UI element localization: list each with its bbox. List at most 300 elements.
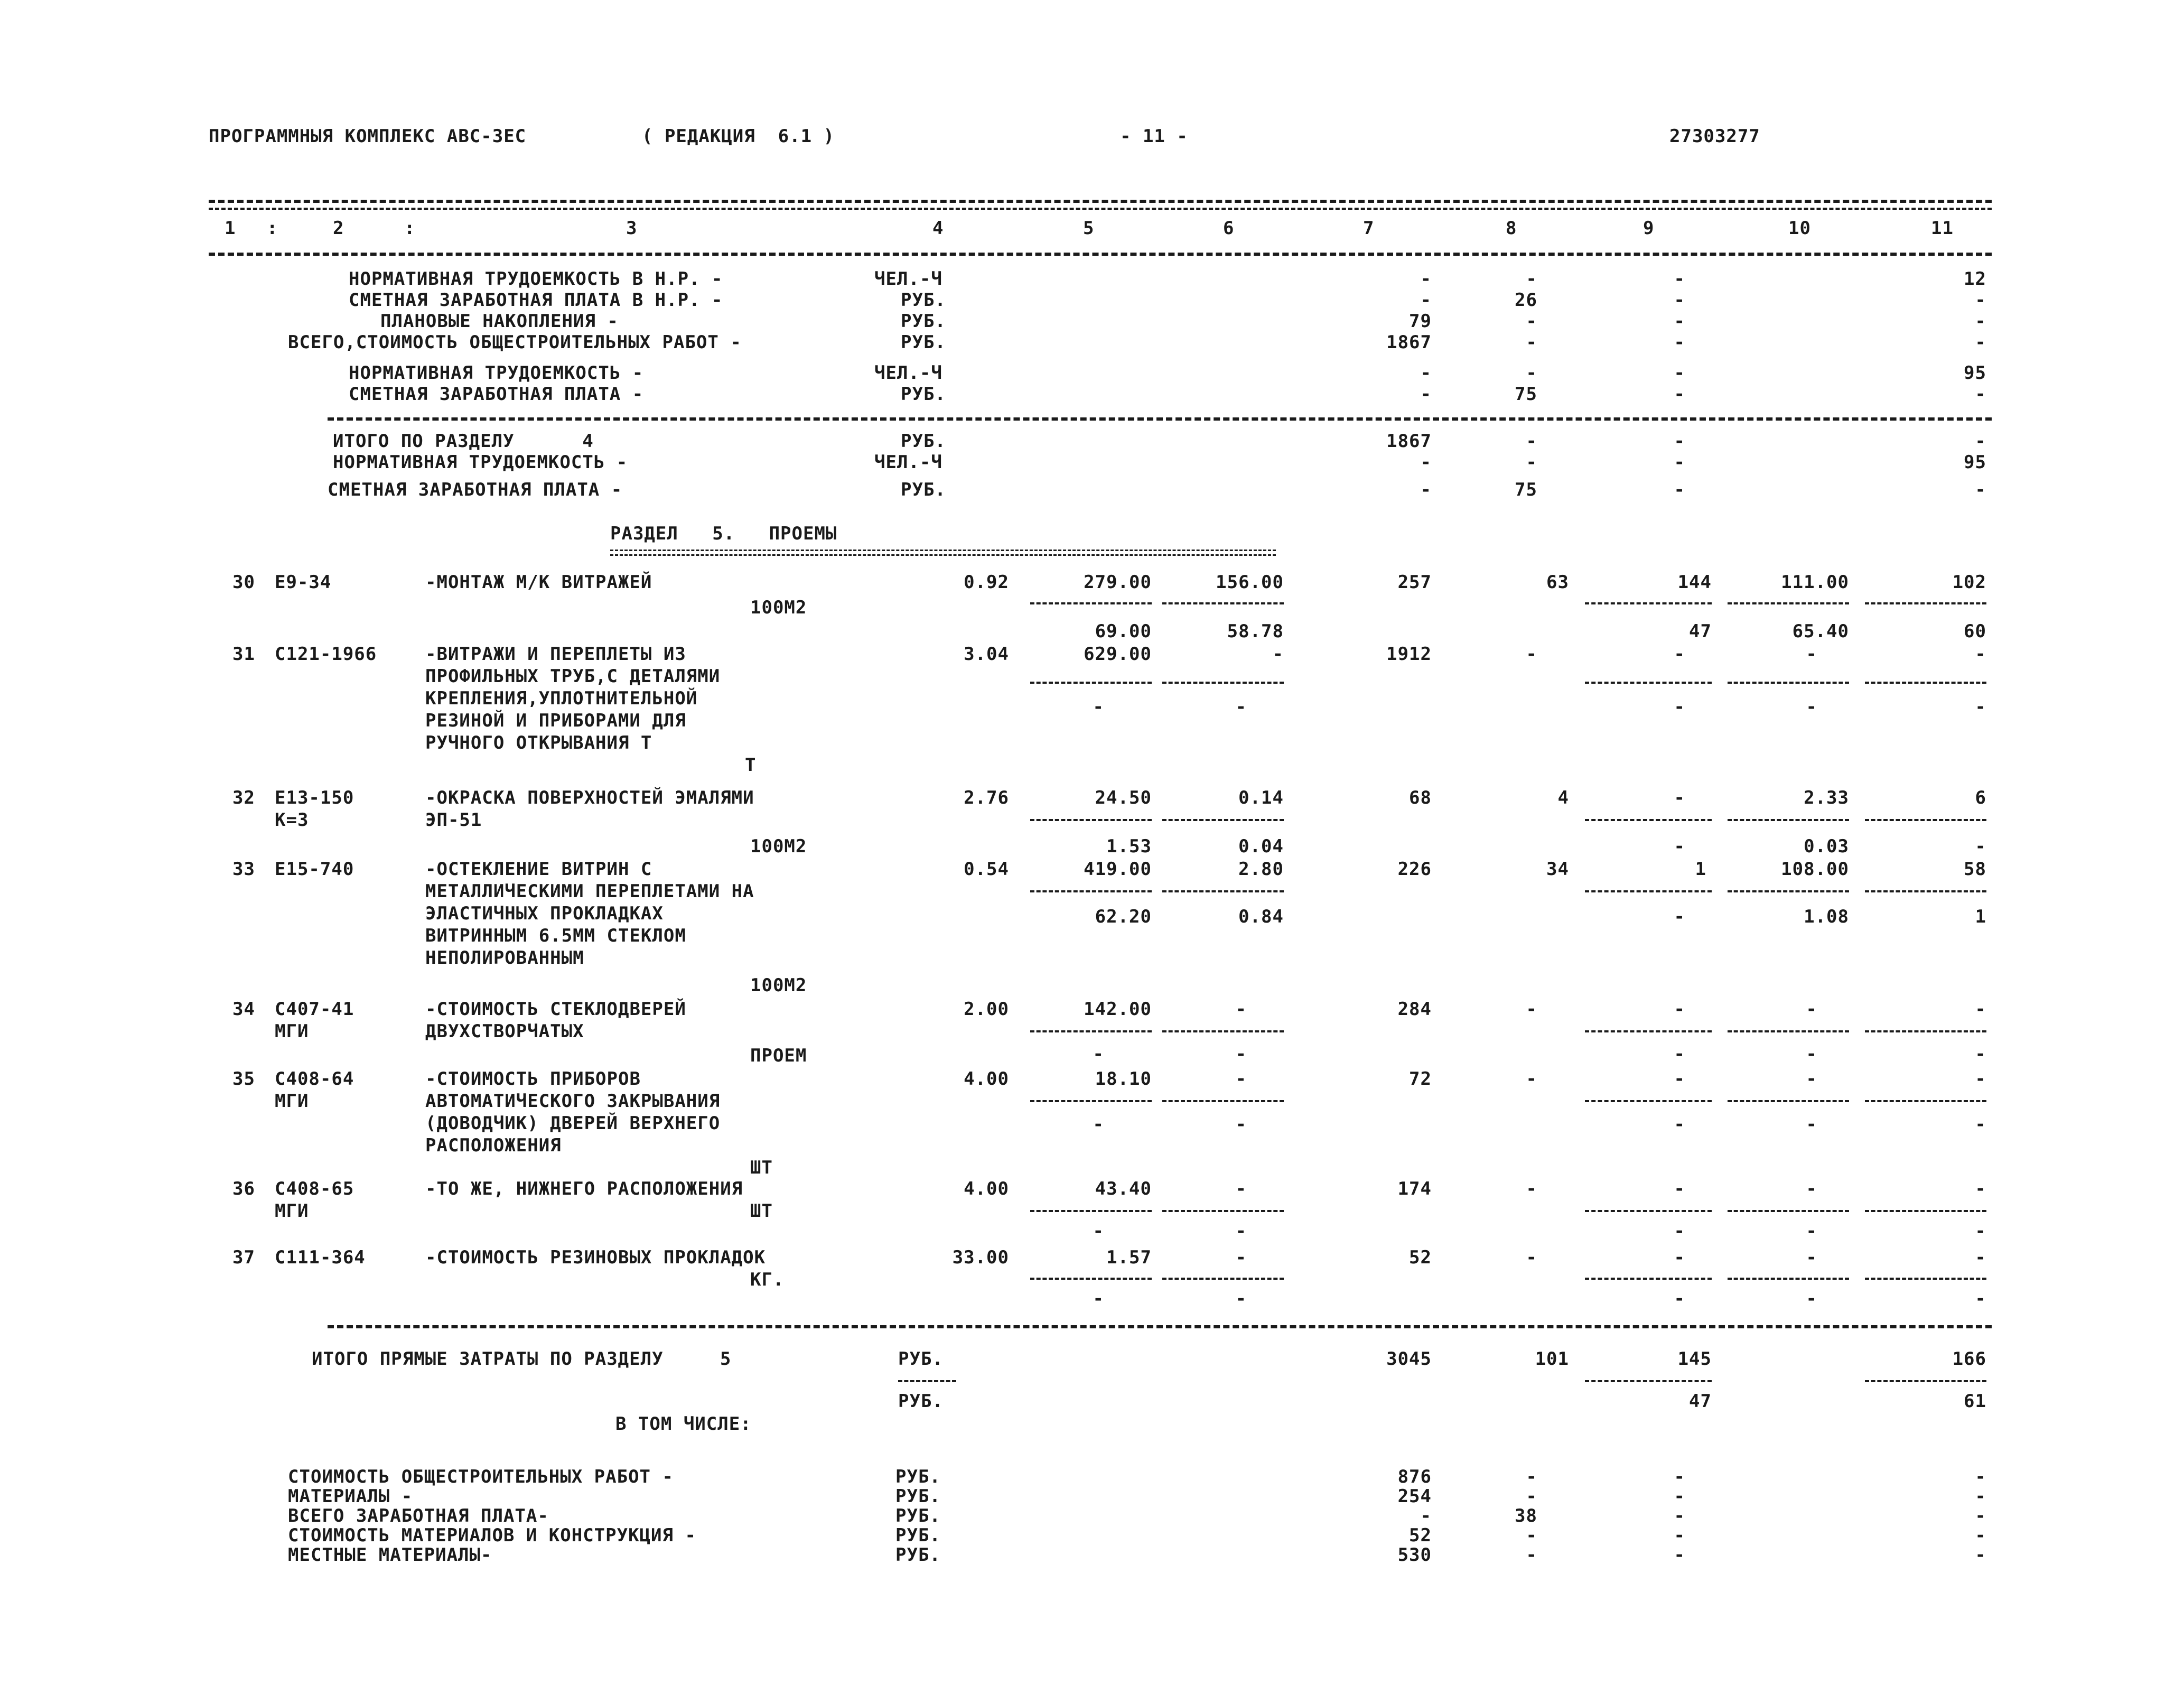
cell-c5-b: - [1093,1044,1104,1065]
cell-c5-b: - [1093,1114,1104,1135]
cell-rule [1162,890,1284,892]
cell-rule [1728,1100,1849,1102]
row-label: ИТОГО ПРЯМЫЕ ЗАТРАТЫ ПО РАЗДЕЛУ 5 [312,1348,732,1370]
cell-c9-b: - [1674,1044,1685,1065]
cell-rule [1585,1030,1712,1032]
cell-c11: - [1975,1466,1986,1487]
cell-c7: 530 [1397,1544,1432,1566]
cell-c8: 34 [1546,859,1569,880]
cell-rule [1865,682,1986,684]
cell-rule [1585,1278,1712,1280]
cell-c11-b: - [1975,836,1986,857]
item-unit: ШТ [750,1200,773,1222]
cell-rule [1865,1380,1986,1382]
cell-c4: 0.92 [964,572,1009,593]
cell-rule [1865,602,1986,604]
item-description-line: РЕЗИНОЙ И ПРИБОРАМИ ДЛЯ [425,710,686,731]
cell-c11: - [1975,332,1986,353]
cell-c8: 38 [1515,1505,1537,1526]
item-description-line: -ОКРАСКА ПОВЕРХНОСТЕЙ ЭМАЛЯМИ [425,787,754,808]
col-11-header: 11 [1931,218,1954,239]
row-label: МАТЕРИАЛЫ - [288,1486,413,1507]
cell-c8: 75 [1515,384,1537,405]
cell-rule [1030,1210,1152,1212]
row-unit: РУБ. [901,384,946,405]
cell-c5-b: 62.20 [1095,906,1152,927]
cell-c7: 1867 [1386,332,1432,353]
cell-c8: 63 [1546,572,1569,593]
cell-c11-b: 61 [1964,1391,1986,1412]
cell-rule [1728,1278,1849,1280]
cell-c11: 95 [1964,452,1986,473]
cell-c5-b: 1.53 [1106,836,1152,857]
cell-c11: - [1975,644,1986,665]
row-unit: ЧЕЛ.-Ч [874,452,942,473]
cell-rule [1030,1100,1152,1102]
item-description-line: -СТОИМОСТЬ СТЕКЛОДВЕРЕЙ [425,999,686,1020]
cell-c9: - [1674,1505,1685,1526]
cell-c11: 6 [1975,787,1986,808]
cell-rule [1865,890,1986,892]
row-unit: РУБ. [901,332,946,353]
cell-c5: 142.00 [1084,999,1152,1020]
cell-c11: - [1975,1486,1986,1507]
row-unit: РУБ. [895,1466,941,1487]
cell-c9-b: 47 [1689,621,1712,642]
cell-c5: 18.10 [1095,1068,1152,1090]
item-code: С111-364 [275,1247,366,1268]
cell-c10: 111.00 [1781,572,1849,593]
cell-c11: 58 [1964,859,1986,880]
cell-c9: 1 [1695,859,1706,880]
item-description-line: -СТОИМОСТЬ ПРИБОРОВ [425,1068,641,1090]
cell-rule [1585,1380,1712,1382]
cell-c10-b: 1.08 [1804,906,1849,927]
section4-rule [328,417,1992,421]
cell-rule [1162,1278,1284,1280]
cell-c11: - [1975,1544,1986,1566]
cell-rule [1030,682,1152,684]
cell-rule [1585,1210,1712,1212]
cell-rule [1865,1278,1986,1280]
cell-c11: - [1975,1068,1986,1090]
cell-c6-b: - [1235,1221,1247,1242]
row-unit: РУБ. [898,1348,944,1370]
row-label: ВСЕГО,СТОИМОСТЬ ОБЩЕСТРОИТЕЛЬНЫХ РАБОТ - [288,332,742,353]
header-rule-top-2 [209,208,1992,210]
cell-c6-b: 0.84 [1238,906,1284,927]
cell-c11: 166 [1952,1348,1986,1370]
cell-c8: - [1526,1466,1537,1487]
cell-c8: - [1526,1247,1537,1268]
cell-c9: - [1674,311,1685,332]
item-description-line: МЕТАЛЛИЧЕСКИМИ ПЕРЕПЛЕТАМИ НА [425,881,754,902]
item-code-modifier: МГИ [275,1200,309,1222]
item-number: 30 [232,572,255,593]
cell-c9: - [1674,431,1685,452]
cell-rule [1585,682,1712,684]
cell-c6: - [1235,999,1247,1020]
item-description-line: -ВИТРАЖИ И ПЕРЕПЛЕТЫ ИЗ [425,644,686,665]
cell-c9: - [1674,332,1685,353]
item-code: Е13-150 [275,787,354,808]
section5-rule [328,1325,1992,1328]
cell-c6: 2.80 [1238,859,1284,880]
cell-c9-b: 47 [1689,1391,1712,1412]
cell-rule [1162,819,1284,821]
cell-rule [1585,890,1712,892]
col-7-header: 7 [1363,218,1375,239]
cell-c7: - [1420,268,1432,290]
row-unit: РУБ. [901,311,946,332]
item-description-line: АВТОМАТИЧЕСКОГО ЗАКРЫВАНИЯ [425,1091,721,1112]
cell-c5-b: - [1093,1288,1104,1309]
cell-c7: - [1420,1505,1432,1526]
cell-c11: - [1975,290,1986,311]
row-unit: РУБ. [898,1391,944,1412]
cell-rule [1585,819,1712,821]
cell-c9-b: - [1674,836,1685,857]
item-unit: ПРОЕМ [750,1045,807,1066]
cell-rule [1030,1030,1152,1032]
cell-c8: - [1526,268,1537,290]
cell-c9: - [1674,999,1685,1020]
row-label: ВСЕГО ЗАРАБОТНАЯ ПЛАТА- [288,1505,549,1526]
cell-c7: 1867 [1386,431,1432,452]
item-description-line: (ДОВОДЧИК) ДВЕРЕЙ ВЕРХНЕГО [425,1113,721,1134]
item-unit: 100М2 [750,975,807,996]
row-unit: ЧЕЛ.-Ч [874,268,942,290]
cell-rule [1865,1100,1986,1102]
col-sep: : [267,218,278,239]
cell-c8: 4 [1557,787,1569,808]
cell-c6-b: 58.78 [1227,621,1284,642]
cell-c5: 629.00 [1084,644,1152,665]
col-5-header: 5 [1083,218,1095,239]
item-code: Е15-740 [275,859,354,880]
row-unit: РУБ. [901,431,946,452]
cell-rule [1728,819,1849,821]
cell-c10: - [1806,644,1817,665]
cell-rule [1728,1210,1849,1212]
cell-c10-b: - [1806,1221,1817,1242]
cell-c6-b: 0.04 [1238,836,1284,857]
cell-c9: - [1674,452,1685,473]
cell-c9: 145 [1677,1348,1712,1370]
cell-c9: - [1674,1486,1685,1507]
cell-c5: 279.00 [1084,572,1152,593]
cell-rule [1728,890,1849,892]
cell-c5: 43.40 [1095,1178,1152,1199]
section5-title-underline [610,550,1276,556]
cell-c7: 52 [1409,1247,1432,1268]
item-code: Е9-34 [275,572,332,593]
row-label: ИТОГО ПО РАЗДЕЛУ 4 [333,431,594,452]
cell-c11-b: 60 [1964,621,1986,642]
cell-c9: - [1674,1178,1685,1199]
cell-c4: 4.00 [964,1068,1009,1090]
item-unit: КГ. [750,1269,785,1290]
cell-c7: 1912 [1386,644,1432,665]
cell-c10: 108.00 [1781,859,1849,880]
cell-c4: 2.00 [964,999,1009,1020]
cell-c11-b: - [1975,696,1986,718]
cell-c10: - [1806,1178,1817,1199]
item-description-line: ЭЛАСТИЧНЫХ ПРОКЛАДКАХ [425,903,664,924]
cell-c5: 1.57 [1106,1247,1152,1268]
cell-rule [1585,602,1712,604]
item-description-line: -ТО ЖЕ, НИЖНЕГО РАСПОЛОЖЕНИЯ [425,1178,743,1199]
cell-c7: - [1420,452,1432,473]
section5-title: РАЗДЕЛ 5. ПРОЕМЫ [610,523,837,544]
row-unit: ЧЕЛ.-Ч [874,362,942,384]
cell-c9: - [1674,362,1685,384]
cell-rule [1162,1030,1284,1032]
item-code: С408-64 [275,1068,354,1090]
cell-c8: - [1526,1525,1537,1546]
cell-c11: - [1975,1505,1986,1526]
cell-rule [1162,602,1284,604]
cell-c11: 12 [1964,268,1986,290]
cell-rule [1728,1030,1849,1032]
item-number: 34 [232,999,255,1020]
cell-rule [1030,1278,1152,1280]
cell-c8: - [1526,452,1537,473]
row-label: СТОИМОСТЬ МАТЕРИАЛОВ И КОНСТРУКЦИЯ - [288,1525,696,1546]
cell-c11: 102 [1952,572,1986,593]
cell-rule [1030,819,1152,821]
item-number: 33 [232,859,255,880]
cell-c7: 226 [1397,859,1432,880]
item-code: С121-1966 [275,644,377,665]
row-unit: РУБ. [895,1505,941,1526]
cell-rule [1865,1030,1986,1032]
cell-c9-b: - [1674,696,1685,718]
cell-c9: - [1674,1247,1685,1268]
item-description-line: ЭП-51 [425,809,482,831]
row-label: НОРМАТИВНАЯ ТРУДОЕМКОСТЬ - [349,362,644,384]
cell-c10-b: - [1806,1288,1817,1309]
cell-c9: 144 [1677,572,1712,593]
cell-c10-b: - [1806,1044,1817,1065]
cell-c7: 254 [1397,1486,1432,1507]
cell-c8: - [1526,1068,1537,1090]
cell-c6: 156.00 [1216,572,1284,593]
document-code: 27303277 [1669,126,1760,147]
cell-c11-b: - [1975,1114,1986,1135]
cell-c9: - [1674,1525,1685,1546]
cell-rule [1865,819,1986,821]
item-code-modifier: МГИ [275,1021,309,1042]
cell-c11: - [1975,1178,1986,1199]
item-description-line: -ОСТЕКЛЕНИЕ ВИТРИН С [425,859,652,880]
cell-c7: - [1420,384,1432,405]
cell-c11-b: 1 [1975,906,1986,927]
item-description-line: -МОНТАЖ М/К ВИТРАЖЕЙ [425,572,652,593]
cell-c9: - [1674,1068,1685,1090]
cell-c7: - [1420,362,1432,384]
col-8-header: 8 [1506,218,1517,239]
item-description-line: РУЧНОГО ОТКРЫВАНИЯ Т [425,732,652,753]
cell-c6-b: - [1235,1114,1247,1135]
cell-c7: - [1420,290,1432,311]
cell-c8: 101 [1535,1348,1569,1370]
cell-c6: - [1235,1247,1247,1268]
cell-c8: 26 [1515,290,1537,311]
cell-c8: - [1526,431,1537,452]
item-unit: Т [745,755,757,776]
edition-label: ( РЕДАКЦИЯ 6.1 ) [642,126,835,147]
cell-c7: 79 [1409,311,1432,332]
item-description-line: РАСПОЛОЖЕНИЯ [425,1135,562,1156]
cell-c4: 2.76 [964,787,1009,808]
col-2-header: 2 [333,218,344,239]
col-9-header: 9 [1643,218,1655,239]
cell-c9: - [1674,384,1685,405]
cell-c7: 52 [1409,1525,1432,1546]
cell-c8: 75 [1515,479,1537,500]
item-unit: 100М2 [750,597,807,618]
cell-c11: - [1975,431,1986,452]
item-description-line: КРЕПЛЕНИЯ,УПЛОТНИТЕЛЬНОЙ [425,688,698,709]
item-description-line: НЕПОЛИРОВАННЫМ [425,947,584,969]
col-10-header: 10 [1788,218,1811,239]
cell-c9: - [1674,1544,1685,1566]
cell-c5-b: - [1093,696,1104,718]
cell-rule [1030,890,1152,892]
page-number: - 11 - [1120,126,1188,147]
cell-c10-b: - [1806,1114,1817,1135]
cell-c4: 33.00 [952,1247,1009,1268]
row-label: НОРМАТИВНАЯ ТРУДОЕМКОСТЬ В Н.Р. - [349,268,723,290]
item-number: 31 [232,644,255,665]
cell-c10: - [1806,1068,1817,1090]
cell-c9-b: - [1674,906,1685,927]
row-unit: РУБ. [901,479,946,500]
cell-rule [1728,682,1849,684]
row-label: ПЛАНОВЫЕ НАКОПЛЕНИЯ - [380,311,619,332]
cell-c8: - [1526,999,1537,1020]
cell-rule [1865,1210,1986,1212]
cell-c8: - [1526,1178,1537,1199]
cell-rule [898,1380,956,1382]
cell-c9-b: - [1674,1288,1685,1309]
cell-c8: - [1526,1486,1537,1507]
cell-c9: - [1674,479,1685,500]
cell-c6: - [1272,644,1284,665]
cell-c4: 0.54 [964,859,1009,880]
cell-c5-b: 69.00 [1095,621,1152,642]
col-1-header: 1 [225,218,236,239]
row-unit: РУБ. [895,1525,941,1546]
row-label: СМЕТНАЯ ЗАРАБОТНАЯ ПЛАТА - [349,384,644,405]
cell-c9-b: - [1674,1221,1685,1242]
including-label: В ТОМ ЧИСЛЕ: [615,1413,752,1435]
cell-c11: 95 [1964,362,1986,384]
program-name: ПРОГРАММНЫЯ КОМПЛЕКС АВС-ЗЕС [209,126,527,147]
cell-c11-b: - [1975,1288,1986,1309]
col-6-header: 6 [1223,218,1235,239]
cell-c6: - [1235,1178,1247,1199]
item-code-modifier: МГИ [275,1091,309,1112]
cell-c6-b: - [1235,1044,1247,1065]
item-number: 36 [232,1178,255,1199]
cell-rule [1728,602,1849,604]
item-description-line: -СТОИМОСТЬ РЕЗИНОВЫХ ПРОКЛАДОК [425,1247,766,1268]
cell-c4: 3.04 [964,644,1009,665]
item-description-line: ВИТРИННЫМ 6.5ММ СТЕКЛОМ [425,925,686,946]
cell-c5-b: - [1093,1221,1104,1242]
cell-c9-b: - [1674,1114,1685,1135]
cell-c8: - [1526,311,1537,332]
cell-c10: - [1806,1247,1817,1268]
cell-c10: 2.33 [1804,787,1849,808]
cell-c7: 876 [1397,1466,1432,1487]
cell-c8: - [1526,1544,1537,1566]
cell-c11-b: - [1975,1044,1986,1065]
cell-c11: - [1975,1247,1986,1268]
row-label: СМЕТНАЯ ЗАРАБОТНАЯ ПЛАТА - [328,479,623,500]
cell-rule [1585,1100,1712,1102]
cell-rule [1162,1210,1284,1212]
cell-c5: 419.00 [1084,859,1152,880]
cell-c6: 0.14 [1238,787,1284,808]
item-code: С408-65 [275,1178,354,1199]
item-unit: ШТ [750,1157,773,1178]
cell-c9: - [1674,290,1685,311]
cell-c6-b: - [1235,1288,1247,1309]
cell-c7: 72 [1409,1068,1432,1090]
item-number: 35 [232,1068,255,1090]
col-4-header: 4 [932,218,944,239]
cell-c11: - [1975,479,1986,500]
item-number: 32 [232,787,255,808]
cell-c11: - [1975,311,1986,332]
cell-c11: - [1975,999,1986,1020]
cell-c7: 174 [1397,1178,1432,1199]
row-label: МЕСТНЫЕ МАТЕРИАЛЫ- [288,1544,492,1566]
item-number: 37 [232,1247,255,1268]
cell-c9: - [1674,268,1685,290]
cell-c7: 284 [1397,999,1432,1020]
cell-c4: 4.00 [964,1178,1009,1199]
col-3-header: 3 [626,218,638,239]
cell-rule [1162,682,1284,684]
row-unit: РУБ. [901,290,946,311]
cell-rule [1030,602,1152,604]
cell-c6-b: - [1235,696,1247,718]
cell-c8: - [1526,332,1537,353]
cell-c11: - [1975,384,1986,405]
item-code-modifier: К=3 [275,809,309,831]
header-rule-bottom [209,253,1992,256]
row-label: СТОИМОСТЬ ОБЩЕСТРОИТЕЛЬНЫХ РАБОТ - [288,1466,674,1487]
col-sep: : [404,218,416,239]
cell-c11: - [1975,1525,1986,1546]
cell-c7: - [1420,479,1432,500]
cell-c9: - [1674,787,1685,808]
cell-c10-b: 0.03 [1804,836,1849,857]
item-description-line: ДВУХСТВОРЧАТЫХ [425,1021,584,1042]
item-unit: 100М2 [750,836,807,857]
cell-c6: - [1235,1068,1247,1090]
cell-c8: - [1526,644,1537,665]
row-label: НОРМАТИВНАЯ ТРУДОЕМКОСТЬ - [333,452,628,473]
cell-c7: 3045 [1386,1348,1432,1370]
row-unit: РУБ. [895,1544,941,1566]
item-code: С407-41 [275,999,354,1020]
cell-c9: - [1674,644,1685,665]
